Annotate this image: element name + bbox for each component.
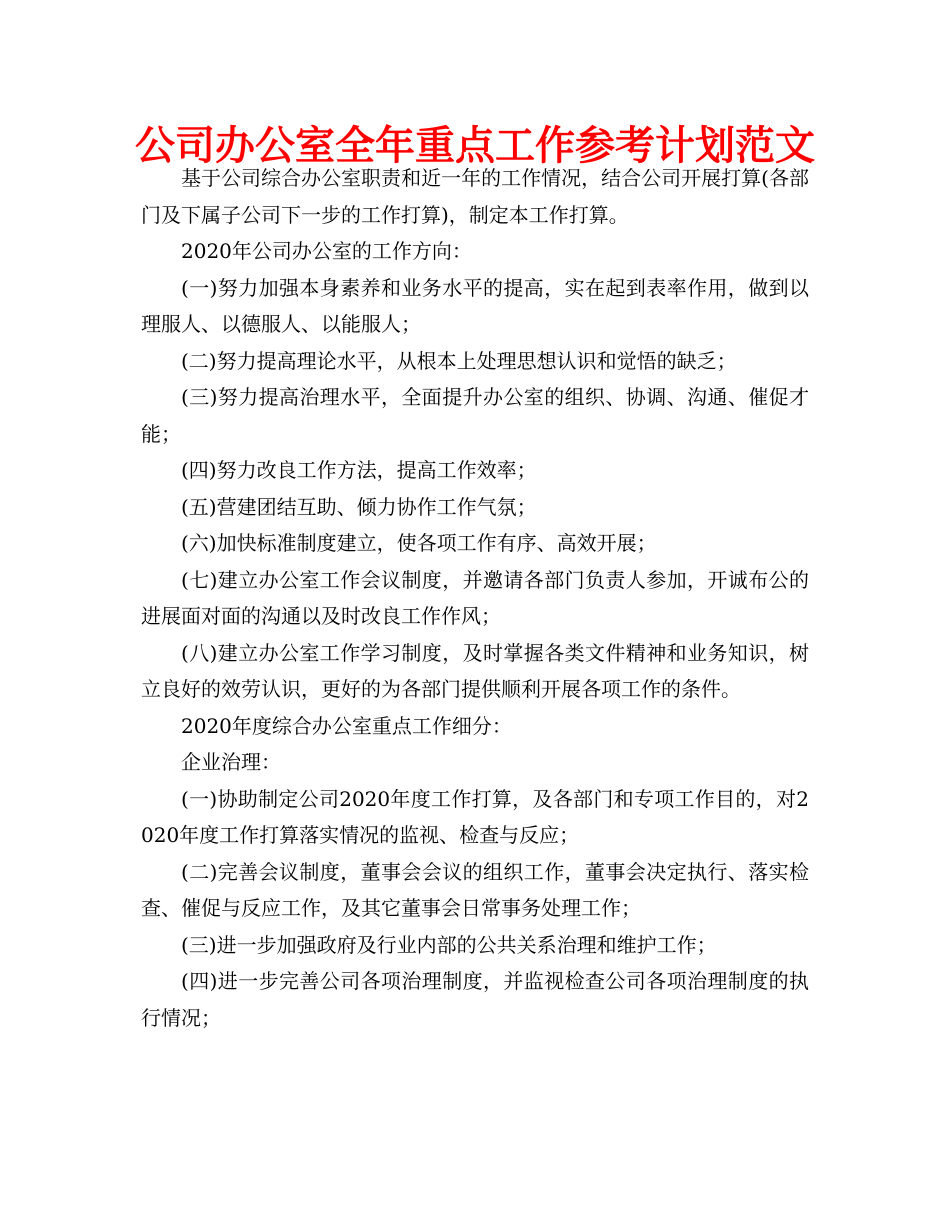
paragraph-governance-3: (三)进一步加强政府及行业内部的公共关系治理和维护工作； <box>181 932 717 957</box>
paragraph-direction-heading: 2020年公司办公室的工作方向： <box>181 239 472 263</box>
paragraph-direction-8: (八)建立办公室工作学习制度，及时掌握各类文件精神和业务知识，树立良好的效劳认识，更好的为各部门提供顺利开展各项工作的条件。 <box>141 640 809 701</box>
paragraph-governance-1: (一)协助制定公司2020年度工作打算，及各部门和专项工作目的，对2020年度工作打算落实情况的监视、检查与反应； <box>141 786 809 847</box>
paragraph-direction-2: (二)努力提高理论水平，从根本上处理思想认识和觉悟的缺乏； <box>181 348 737 373</box>
paragraph-governance-heading: 企业治理： <box>181 750 281 774</box>
paragraph-governance-2: (二)完善会议制度，董事会会议的组织工作，董事会决定执行、落实检查、催促与反应工作，及其它董事会日常事务处理工作； <box>141 859 809 920</box>
paragraph-direction-7: (七)建立办公室工作会议制度，并邀请各部门负责人参加，开诚布公的进展面对面的沟通以及时改良工作作风； <box>141 567 809 628</box>
document-body <box>141 160 809 1036</box>
paragraph-direction-5: (五)营建团结互助、倾力协作工作气氛； <box>181 494 537 519</box>
paragraph-direction-3: (三)努力提高治理水平，全面提升办公室的组织、协调、沟通、催促才能； <box>141 385 809 446</box>
paragraph-direction-6: (六)加快标准制度建立，使各项工作有序、高效开展； <box>181 531 657 555</box>
paragraph-direction-1: (一)努力加强本身素养和业务水平的提高，实在起到表率作用，做到以理服人、以德服人、以能服人； <box>141 275 809 336</box>
document-title: 公司办公室全年重点工作参考计划范文 <box>135 123 815 169</box>
paragraph-intro: 基于公司综合办公室职责和近一年的工作情况，结合公司开展打算(各部门及下属子公司下一步的工作打算)，制定本工作打算。 <box>141 166 809 227</box>
paragraph-direction-4: (四)努力改良工作方法，提高工作效率； <box>181 458 537 482</box>
paragraph-governance-4: (四)进一步完善公司各项治理制度，并监视检查公司各项治理制度的执行情况； <box>141 969 809 1030</box>
paragraph-breakdown-heading: 2020年度综合办公室重点工作细分： <box>181 713 512 738</box>
